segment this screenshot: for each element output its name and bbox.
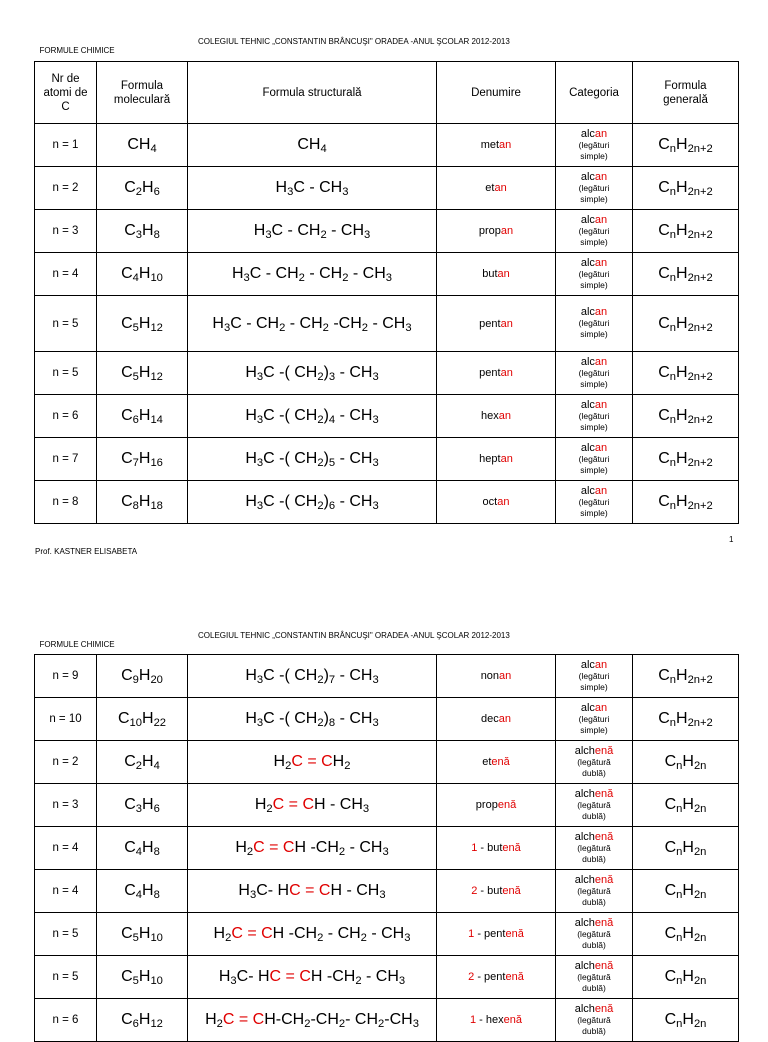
compound-name: 2 - pentenă xyxy=(437,956,556,999)
carbon-count: n = 8 xyxy=(35,481,97,524)
molecular-formula: $C_3H_6$ xyxy=(97,784,188,827)
compound-name: metan xyxy=(437,124,556,167)
category: alcan (legături simple) xyxy=(556,253,633,296)
category: alchenă (legătură dublă) xyxy=(556,784,633,827)
table-header-row xyxy=(35,62,739,124)
table-row xyxy=(35,395,739,438)
carbon-count: n = 6 xyxy=(35,395,97,438)
col-header-molecular: Formula moleculară xyxy=(97,62,188,124)
structural-formula: $H_3C - CH_2 - CH_2 - CH_3$ xyxy=(188,253,437,296)
table-row xyxy=(35,999,739,1042)
category: alcan (legături simple) xyxy=(556,296,633,352)
general-formula: $C_nH_{2n}$ xyxy=(633,741,739,784)
alkane-table xyxy=(34,61,739,524)
molecular-formula: $C_9H_{20}$ xyxy=(97,655,188,698)
compound-name: propan xyxy=(437,210,556,253)
header-school: COLEGIUL TEHNIC „CONSTANTIN BRÂNCUŞI" ORADEA -ANUL ŞCOLAR 2012-2013 xyxy=(198,37,510,46)
category: alcan (legături simple) xyxy=(556,167,633,210)
category: alcan (legături simple) xyxy=(556,352,633,395)
table-row xyxy=(35,913,739,956)
general-formula: $C_nH_{2n+2}$ xyxy=(633,167,739,210)
category: alcan (legături simple) xyxy=(556,655,633,698)
carbon-count: n = 3 xyxy=(35,210,97,253)
table-row xyxy=(35,698,739,741)
compound-name: heptan xyxy=(437,438,556,481)
page-number: 1 xyxy=(729,535,734,544)
structural-formula: $H_3C - CH_3$ xyxy=(188,167,437,210)
general-formula: $C_nH_{2n}$ xyxy=(633,999,739,1042)
carbon-count: n = 2 xyxy=(35,167,97,210)
table-body xyxy=(35,655,739,1042)
category: alcan (legături simple) xyxy=(556,124,633,167)
compound-name: etan xyxy=(437,167,556,210)
structural-formula: $H_3C$ -( $CH_2)_4 - CH_3$ xyxy=(188,395,437,438)
carbon-count: n = 9 xyxy=(35,655,97,698)
footer-author: Prof. KASTNER ELISABETA xyxy=(35,547,138,556)
carbon-count: n = 5 xyxy=(35,296,97,352)
col-header-structural: Formula structurală xyxy=(188,62,437,124)
table-body xyxy=(35,124,739,524)
compound-name: 1 - hexenă xyxy=(437,999,556,1042)
page-header xyxy=(35,37,510,64)
category: alcan (legături simple) xyxy=(556,698,633,741)
structural-formula: $H_2C = CH-CH_2-CH_2-$ $CH_2-CH_3$ xyxy=(188,999,437,1042)
carbon-count: n = 10 xyxy=(35,698,97,741)
category: alchenă (legătură dublă) xyxy=(556,999,633,1042)
molecular-formula: $C_6H_{14}$ xyxy=(97,395,188,438)
structural-formula: $H_2C = CH_2$ xyxy=(188,741,437,784)
general-formula: $C_nH_{2n+2}$ xyxy=(633,352,739,395)
structural-formula: $H_3C - CH_2 - CH_3$ xyxy=(188,210,437,253)
molecular-formula: $C_4H_8$ xyxy=(97,870,188,913)
table-row xyxy=(35,956,739,999)
molecular-formula: $C_5H_{12}$ xyxy=(97,352,188,395)
general-formula: $C_nH_{2n+2}$ xyxy=(633,481,739,524)
molecular-formula: $C_4H_{10}$ xyxy=(97,253,188,296)
compound-name: pentan xyxy=(437,352,556,395)
table-row xyxy=(35,655,739,698)
compound-name: pentan xyxy=(437,296,556,352)
molecular-formula: $CH_4$ xyxy=(97,124,188,167)
table-row xyxy=(35,167,739,210)
header-title: FORMULE CHIMICE xyxy=(39,640,115,649)
molecular-formula: $C_7H_{16}$ xyxy=(97,438,188,481)
general-formula: $C_nH_{2n}$ xyxy=(633,870,739,913)
molecular-formula: $C_4H_8$ xyxy=(97,827,188,870)
table-row xyxy=(35,741,739,784)
header-title: FORMULE CHIMICE xyxy=(39,46,115,55)
category: alchenă (legătură dublă) xyxy=(556,913,633,956)
compound-name: octan xyxy=(437,481,556,524)
general-formula: $C_nH_{2n}$ xyxy=(633,913,739,956)
structural-formula: $H_3C-$ HC = CH - $CH_3$ xyxy=(188,870,437,913)
compound-name: decan xyxy=(437,698,556,741)
general-formula: $C_nH_{2n+2}$ xyxy=(633,698,739,741)
structural-formula: $H_2C$ = CH $-CH_2 - CH_2 - CH_3$ xyxy=(188,913,437,956)
compound-name: hexan xyxy=(437,395,556,438)
table-row xyxy=(35,784,739,827)
carbon-count: n = 2 xyxy=(35,741,97,784)
carbon-count: n = 5 xyxy=(35,352,97,395)
general-formula: $C_nH_{2n+2}$ xyxy=(633,210,739,253)
molecular-formula: $C_3H_8$ xyxy=(97,210,188,253)
table-row xyxy=(35,296,739,352)
structural-formula: $H_3C - CH_2 - CH_2$ $-CH_2 - CH_3$ xyxy=(188,296,437,352)
general-formula: $C_nH_{2n+2}$ xyxy=(633,253,739,296)
table-row xyxy=(35,352,739,395)
structural-formula: $H_3C$ -( $CH_2)_8 - CH_3$ xyxy=(188,698,437,741)
carbon-count: n = 7 xyxy=(35,438,97,481)
table-row xyxy=(35,870,739,913)
table-row xyxy=(35,827,739,870)
table-row xyxy=(35,253,739,296)
molecular-formula: $C_2H_4$ xyxy=(97,741,188,784)
molecular-formula: $C_{10}H_{22}$ xyxy=(97,698,188,741)
category: alchenă (legătură dublă) xyxy=(556,827,633,870)
carbon-count: n = 6 xyxy=(35,999,97,1042)
structural-formula: $H_3C$ -( $CH_2)_5 - CH_3$ xyxy=(188,438,437,481)
molecular-formula: $C_8H_{18}$ xyxy=(97,481,188,524)
general-formula: $C_nH_{2n}$ xyxy=(633,827,739,870)
structural-formula: $H_2C$ = CH $-CH_2 - CH_3$ xyxy=(188,827,437,870)
carbon-count: n = 3 xyxy=(35,784,97,827)
table-row xyxy=(35,438,739,481)
carbon-count: n = 1 xyxy=(35,124,97,167)
structural-formula: $CH_4$ xyxy=(188,124,437,167)
category: alchenă (legătură dublă) xyxy=(556,741,633,784)
compound-name: propenă xyxy=(437,784,556,827)
compound-name: 1 - butenă xyxy=(437,827,556,870)
category: alchenă (legătură dublă) xyxy=(556,956,633,999)
structural-formula: $H_3C$ -( $CH_2)_6 - CH_3$ xyxy=(188,481,437,524)
compound-name: etenă xyxy=(437,741,556,784)
compound-name: butan xyxy=(437,253,556,296)
structural-formula: $H_3C-$ HC = CH $-CH_2 - CH_3$ xyxy=(188,956,437,999)
category: alcan (legături simple) xyxy=(556,210,633,253)
structural-formula: $H_3C$ -( $CH_2)_3 - CH_3$ xyxy=(188,352,437,395)
carbon-count: n = 4 xyxy=(35,827,97,870)
molecular-formula: $C_5H_{10}$ xyxy=(97,913,188,956)
table-row xyxy=(35,124,739,167)
molecular-formula: $C_5H_{12}$ xyxy=(97,296,188,352)
general-formula: $C_nH_{2n+2}$ xyxy=(633,655,739,698)
compound-name: 2 - butenă xyxy=(437,870,556,913)
col-header-n: Nr de atomi de C xyxy=(35,62,97,124)
col-header-category: Categoria xyxy=(556,62,633,124)
table-row xyxy=(35,481,739,524)
carbon-count: n = 5 xyxy=(35,913,97,956)
carbon-count: n = 4 xyxy=(35,870,97,913)
molecular-formula: $C_2H_6$ xyxy=(97,167,188,210)
structural-formula: $H_3C$ -( $CH_2)_7 - CH_3$ xyxy=(188,655,437,698)
header-school: COLEGIUL TEHNIC „CONSTANTIN BRÂNCUŞI" ORADEA -ANUL ŞCOLAR 2012-2013 xyxy=(198,631,510,640)
molecular-formula: $C_5H_{10}$ xyxy=(97,956,188,999)
general-formula: $C_nH_{2n}$ xyxy=(633,784,739,827)
col-header-name: Denumire xyxy=(437,62,556,124)
general-formula: $C_nH_{2n+2}$ xyxy=(633,124,739,167)
hydrocarbon-table-continued xyxy=(34,654,739,1042)
molecular-formula: $C_6H_{12}$ xyxy=(97,999,188,1042)
table-row xyxy=(35,210,739,253)
col-header-general: Formula generală xyxy=(633,62,739,124)
structural-formula: $H_2C$ = CH - $CH_3$ xyxy=(188,784,437,827)
category: alchenă (legătură dublă) xyxy=(556,870,633,913)
category: alcan (legături simple) xyxy=(556,481,633,524)
carbon-count: n = 5 xyxy=(35,956,97,999)
general-formula: $C_nH_{2n+2}$ xyxy=(633,438,739,481)
category: alcan (legături simple) xyxy=(556,395,633,438)
general-formula: $C_nH_{2n+2}$ xyxy=(633,395,739,438)
compound-name: nonan xyxy=(437,655,556,698)
general-formula: $C_nH_{2n}$ xyxy=(633,956,739,999)
general-formula: $C_nH_{2n+2}$ xyxy=(633,296,739,352)
category: alcan (legături simple) xyxy=(556,438,633,481)
compound-name: 1 - pentenă xyxy=(437,913,556,956)
carbon-count: n = 4 xyxy=(35,253,97,296)
